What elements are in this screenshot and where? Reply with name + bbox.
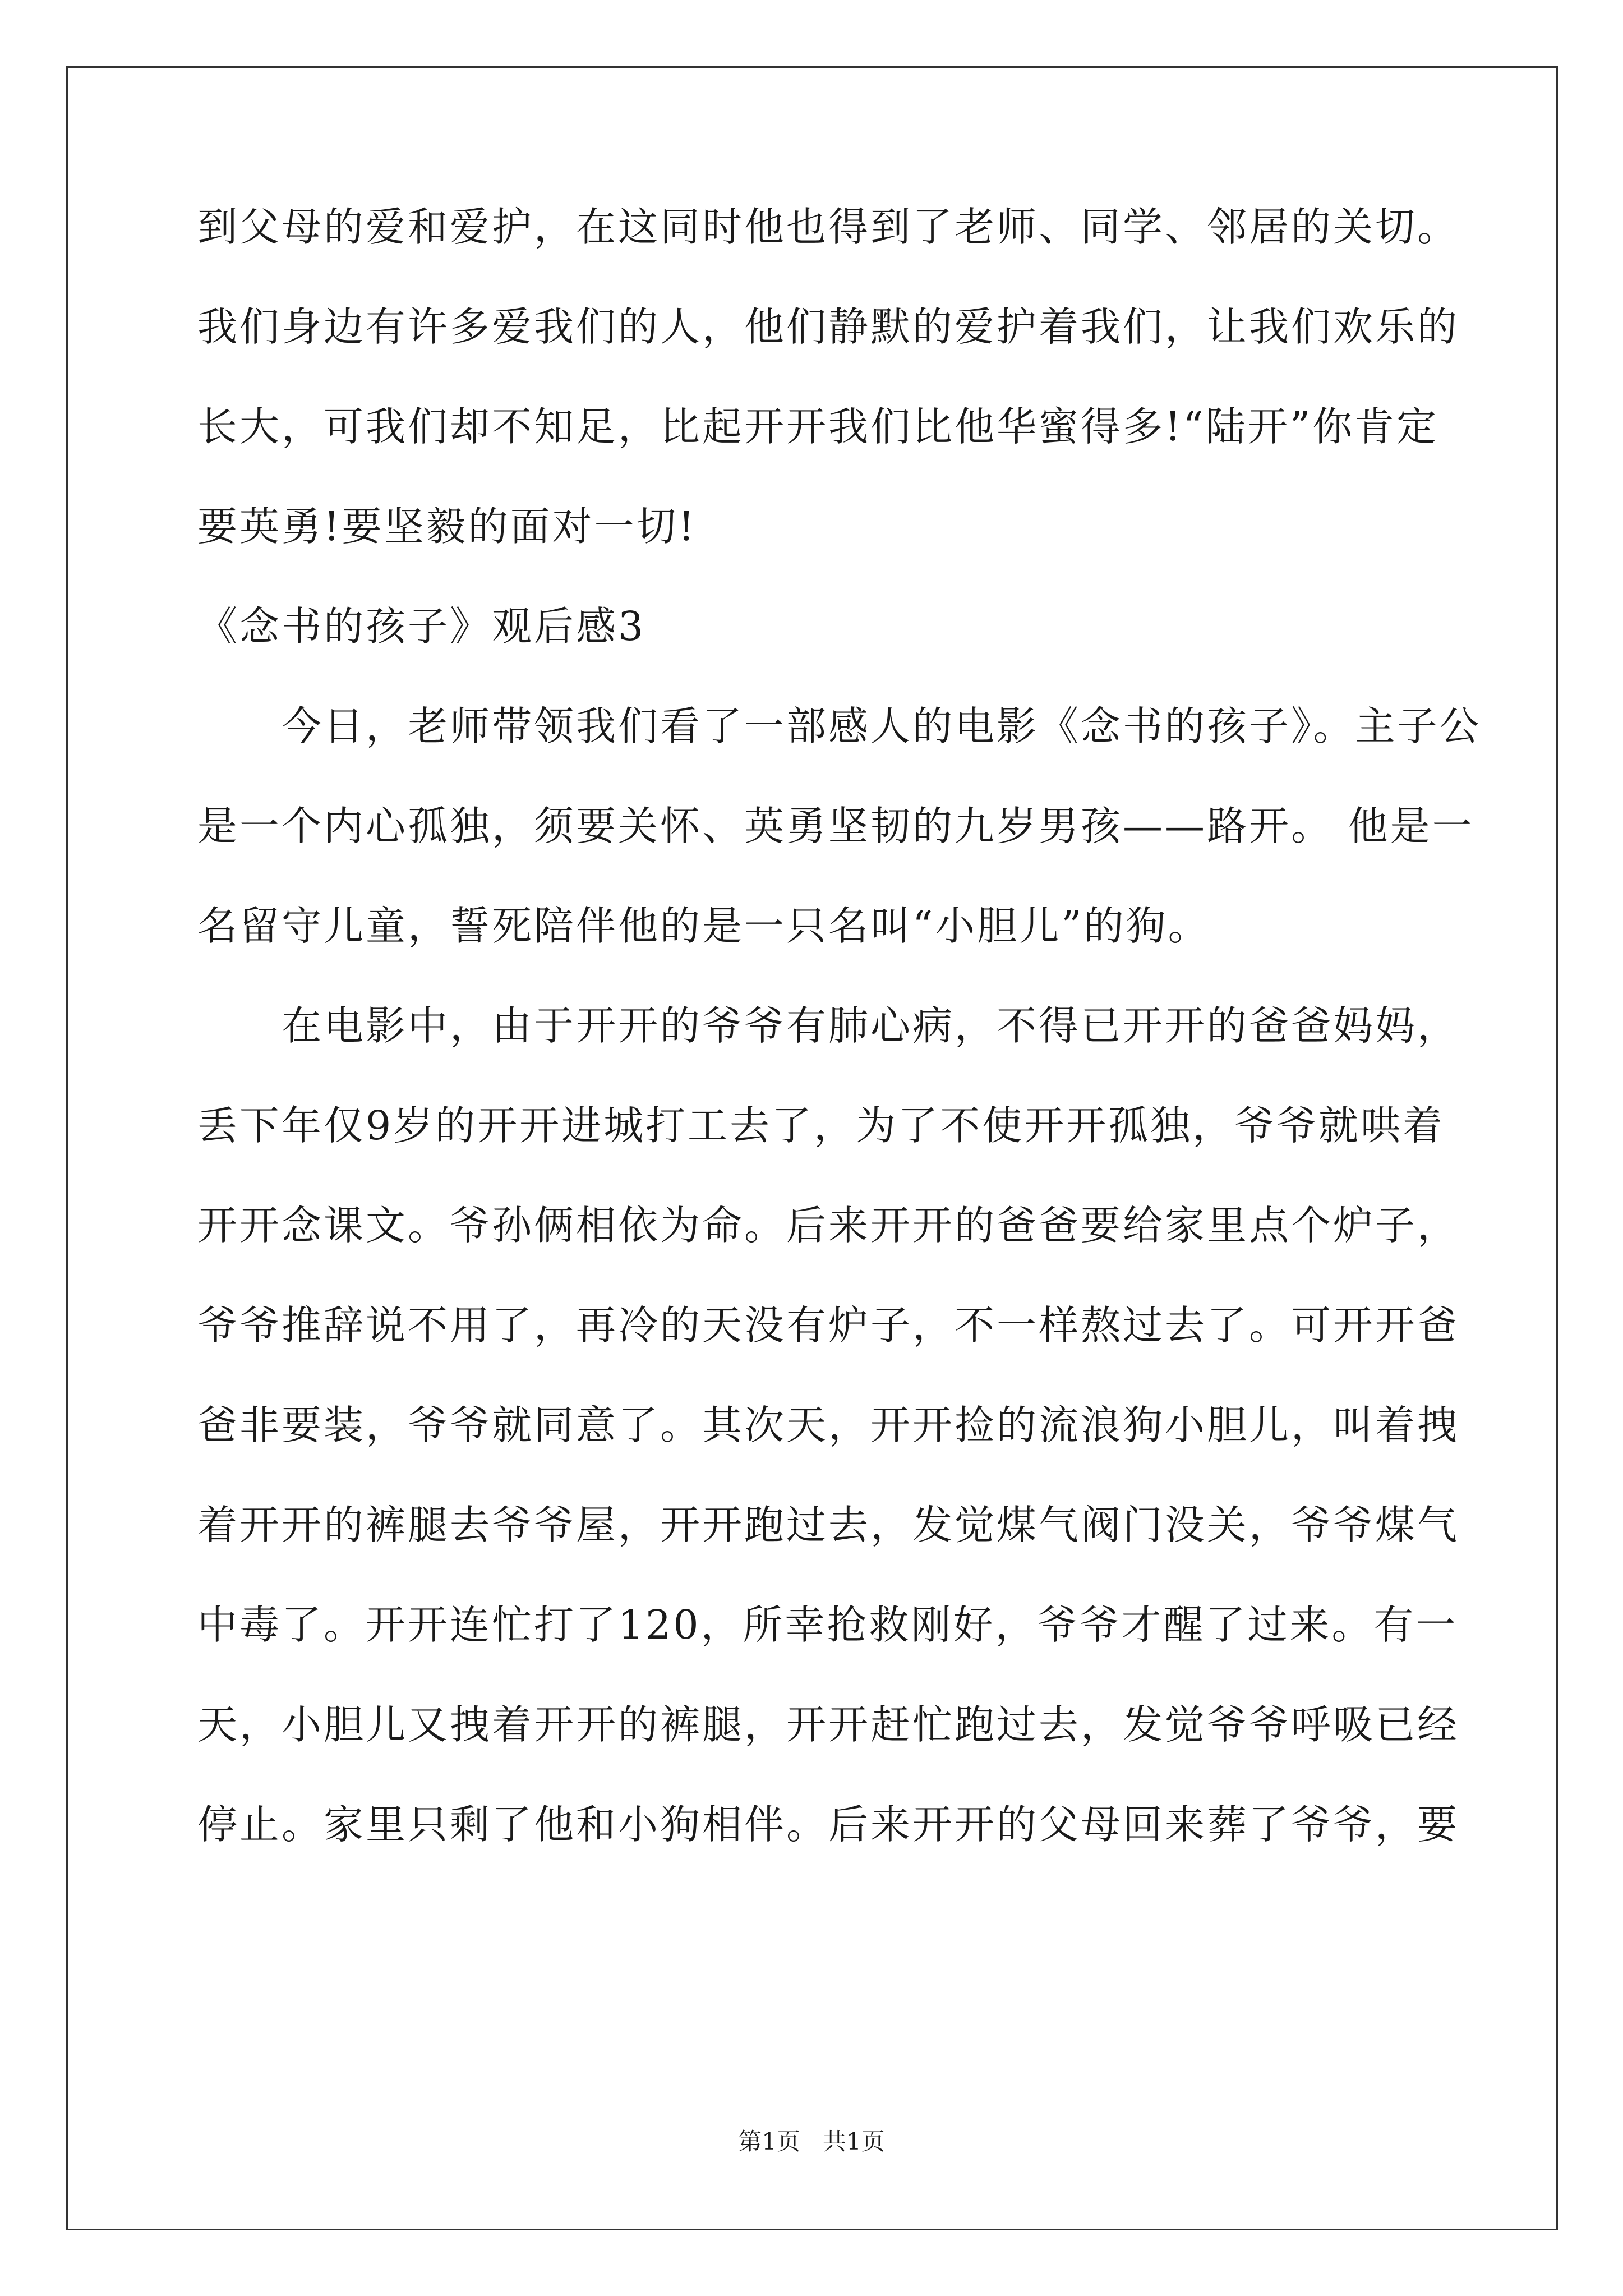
paragraph-line: 到父母的爱和爱护，在这同时他也得到了老师、同学、邻居的关切。 (197, 204, 1460, 250)
page-footer: 第1页 共1页 (738, 2128, 885, 2155)
paragraph-line: 今日，老师带领我们看了一部感人的电影《念书的孩子》。主子公 (282, 703, 1482, 749)
paragraph-line: 是一个内心孤独，须要关怀、英勇坚韧的九岁男孩——路开。 他是一 (197, 803, 1474, 849)
paragraph-line: 长大，可我们却不知足，比起开开我们比他华蜜得多!“陆开”你肯定 (197, 403, 1439, 450)
paragraph-line: 开开念课文。爷孙俩相依为命。后来开开的爸爸要给家里点个炉子， (197, 1202, 1460, 1249)
paragraph-line: 要英勇!要坚毅的面对一切! (197, 503, 697, 550)
paragraph-line: 爷爷推辞说不用了，再冷的天没有炉子，不一样熬过去了。可开开爸 (197, 1302, 1460, 1349)
section-heading: 《念书的孩子》观后感3 (197, 603, 646, 650)
paragraph-line: 在电影中，由于开开的爷爷有肺心病，不得已开开的爸爸妈妈， (282, 1002, 1460, 1049)
paragraph-line: 丢下年仅9岁的开开进城打工去了，为了不使开开孤独，爷爷就哄着 (197, 1102, 1445, 1149)
paragraph-line: 名留守儿童，誓死陪伴他的是一只名叫“小胆儿”的狗。 (197, 903, 1210, 949)
paragraph-line: 爸非要装，爷爷就同意了。其次天，开开捡的流浪狗小胆儿，叫着拽 (197, 1402, 1460, 1448)
paragraph-line: 着开开的裤腿去爷爷屋，开开跑过去，发觉煤气阀门没关，爷爷煤气 (197, 1502, 1460, 1548)
paragraph-line: 天，小胆儿又拽着开开的裤腿，开开赶忙跑过去，发觉爷爷呼吸已经 (197, 1701, 1460, 1748)
paragraph-line: 停止。家里只剩了他和小狗相伴。后来开开的父母回来葬了爷爷，要 (197, 1801, 1460, 1848)
paragraph-line: 中毒了。开开连忙打了120，所幸抢救刚好，爷爷才醒了过来。有一 (197, 1602, 1458, 1648)
paragraph-line: 我们身边有许多爱我们的人，他们静默的爱护着我们，让我们欢乐的 (197, 303, 1460, 350)
